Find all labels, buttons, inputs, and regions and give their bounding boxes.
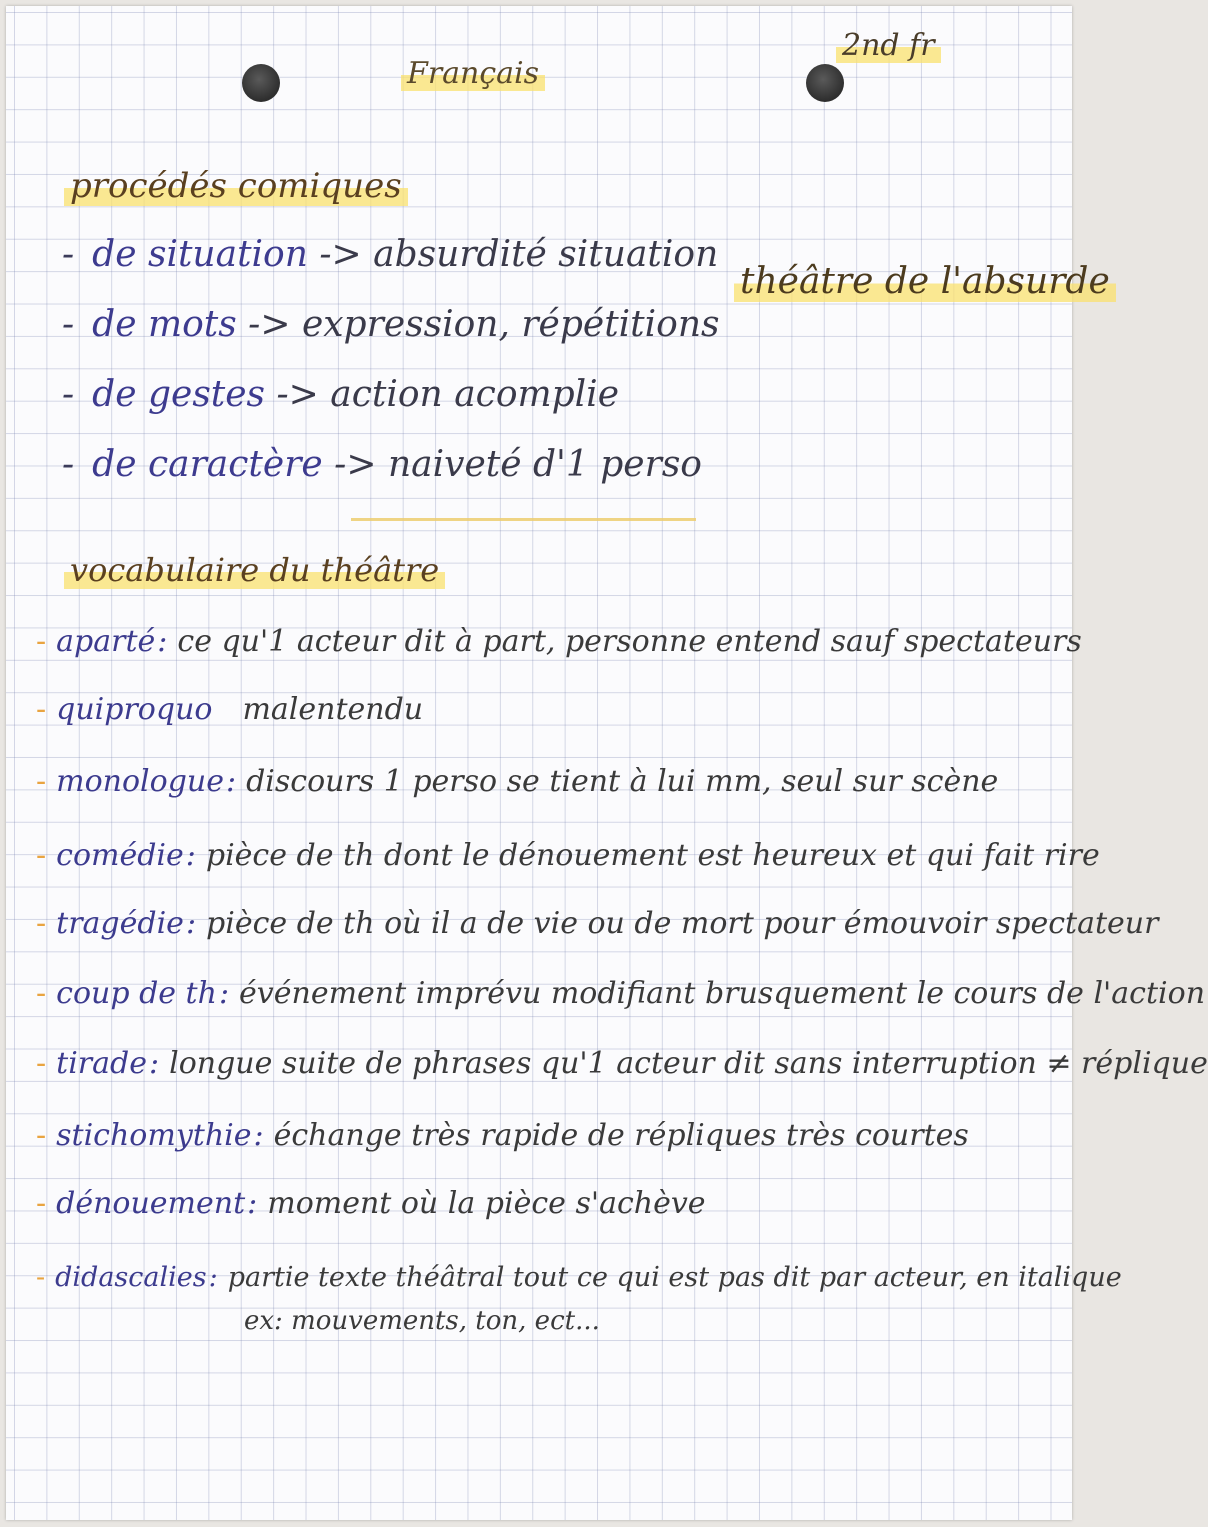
vocab-item: - coup de th: événement imprévu modifiant brusquement le cours de l'action xyxy=(36,976,1206,1011)
vocab-item: - comédie: pièce de th dont le dénouement est heureux et qui fait rire xyxy=(36,838,1100,873)
section-heading-procedes: procédés comiques xyxy=(64,166,408,206)
vocab-item: - stichomythie: échange très rapide de répliques très courtes xyxy=(36,1118,969,1153)
vocab-item: - quiproquo malentendu xyxy=(36,692,424,727)
punch-hole-left xyxy=(242,64,280,102)
class-note: 2nd fr xyxy=(836,28,941,63)
list-item: - de gestes -> action acomplie xyxy=(62,374,620,415)
vocab-item: - didascalies: partie texte théâtral tout ce qui est pas dit par acteur, en italique xyxy=(36,1262,1122,1293)
side-note: théâtre de l'absurde xyxy=(734,261,1116,302)
didascalies-example: ex: mouvements, ton, ect... xyxy=(244,1306,600,1336)
vocab-item: - aparté: ce qu'1 acteur dit à part, personne entend sauf spectateurs xyxy=(36,624,1082,659)
section-divider xyxy=(351,518,696,521)
list-item: - de caractère -> naiveté d'1 perso xyxy=(62,444,702,485)
vocab-item: - dénouement: moment où la pièce s'achève xyxy=(36,1186,706,1221)
page-title: Français xyxy=(401,56,545,91)
vocab-item: - tirade: longue suite de phrases qu'1 acteur dit sans interruption ≠ réplique xyxy=(36,1046,1208,1081)
section-heading-vocabulaire: vocabulaire du théâtre xyxy=(64,551,445,589)
vocab-item: - monologue: discours 1 perso se tient à lui mm, seul sur scène xyxy=(36,764,999,799)
list-item: - de mots -> expression, répétitions xyxy=(62,304,720,345)
punch-hole-right xyxy=(806,64,844,102)
list-item: - de situation -> absurdité situation xyxy=(62,234,719,275)
vocab-item: - tragédie: pièce de th où il a de vie ou de mort pour émouvoir spectateur xyxy=(36,906,1159,941)
notebook-page xyxy=(6,6,1208,1520)
